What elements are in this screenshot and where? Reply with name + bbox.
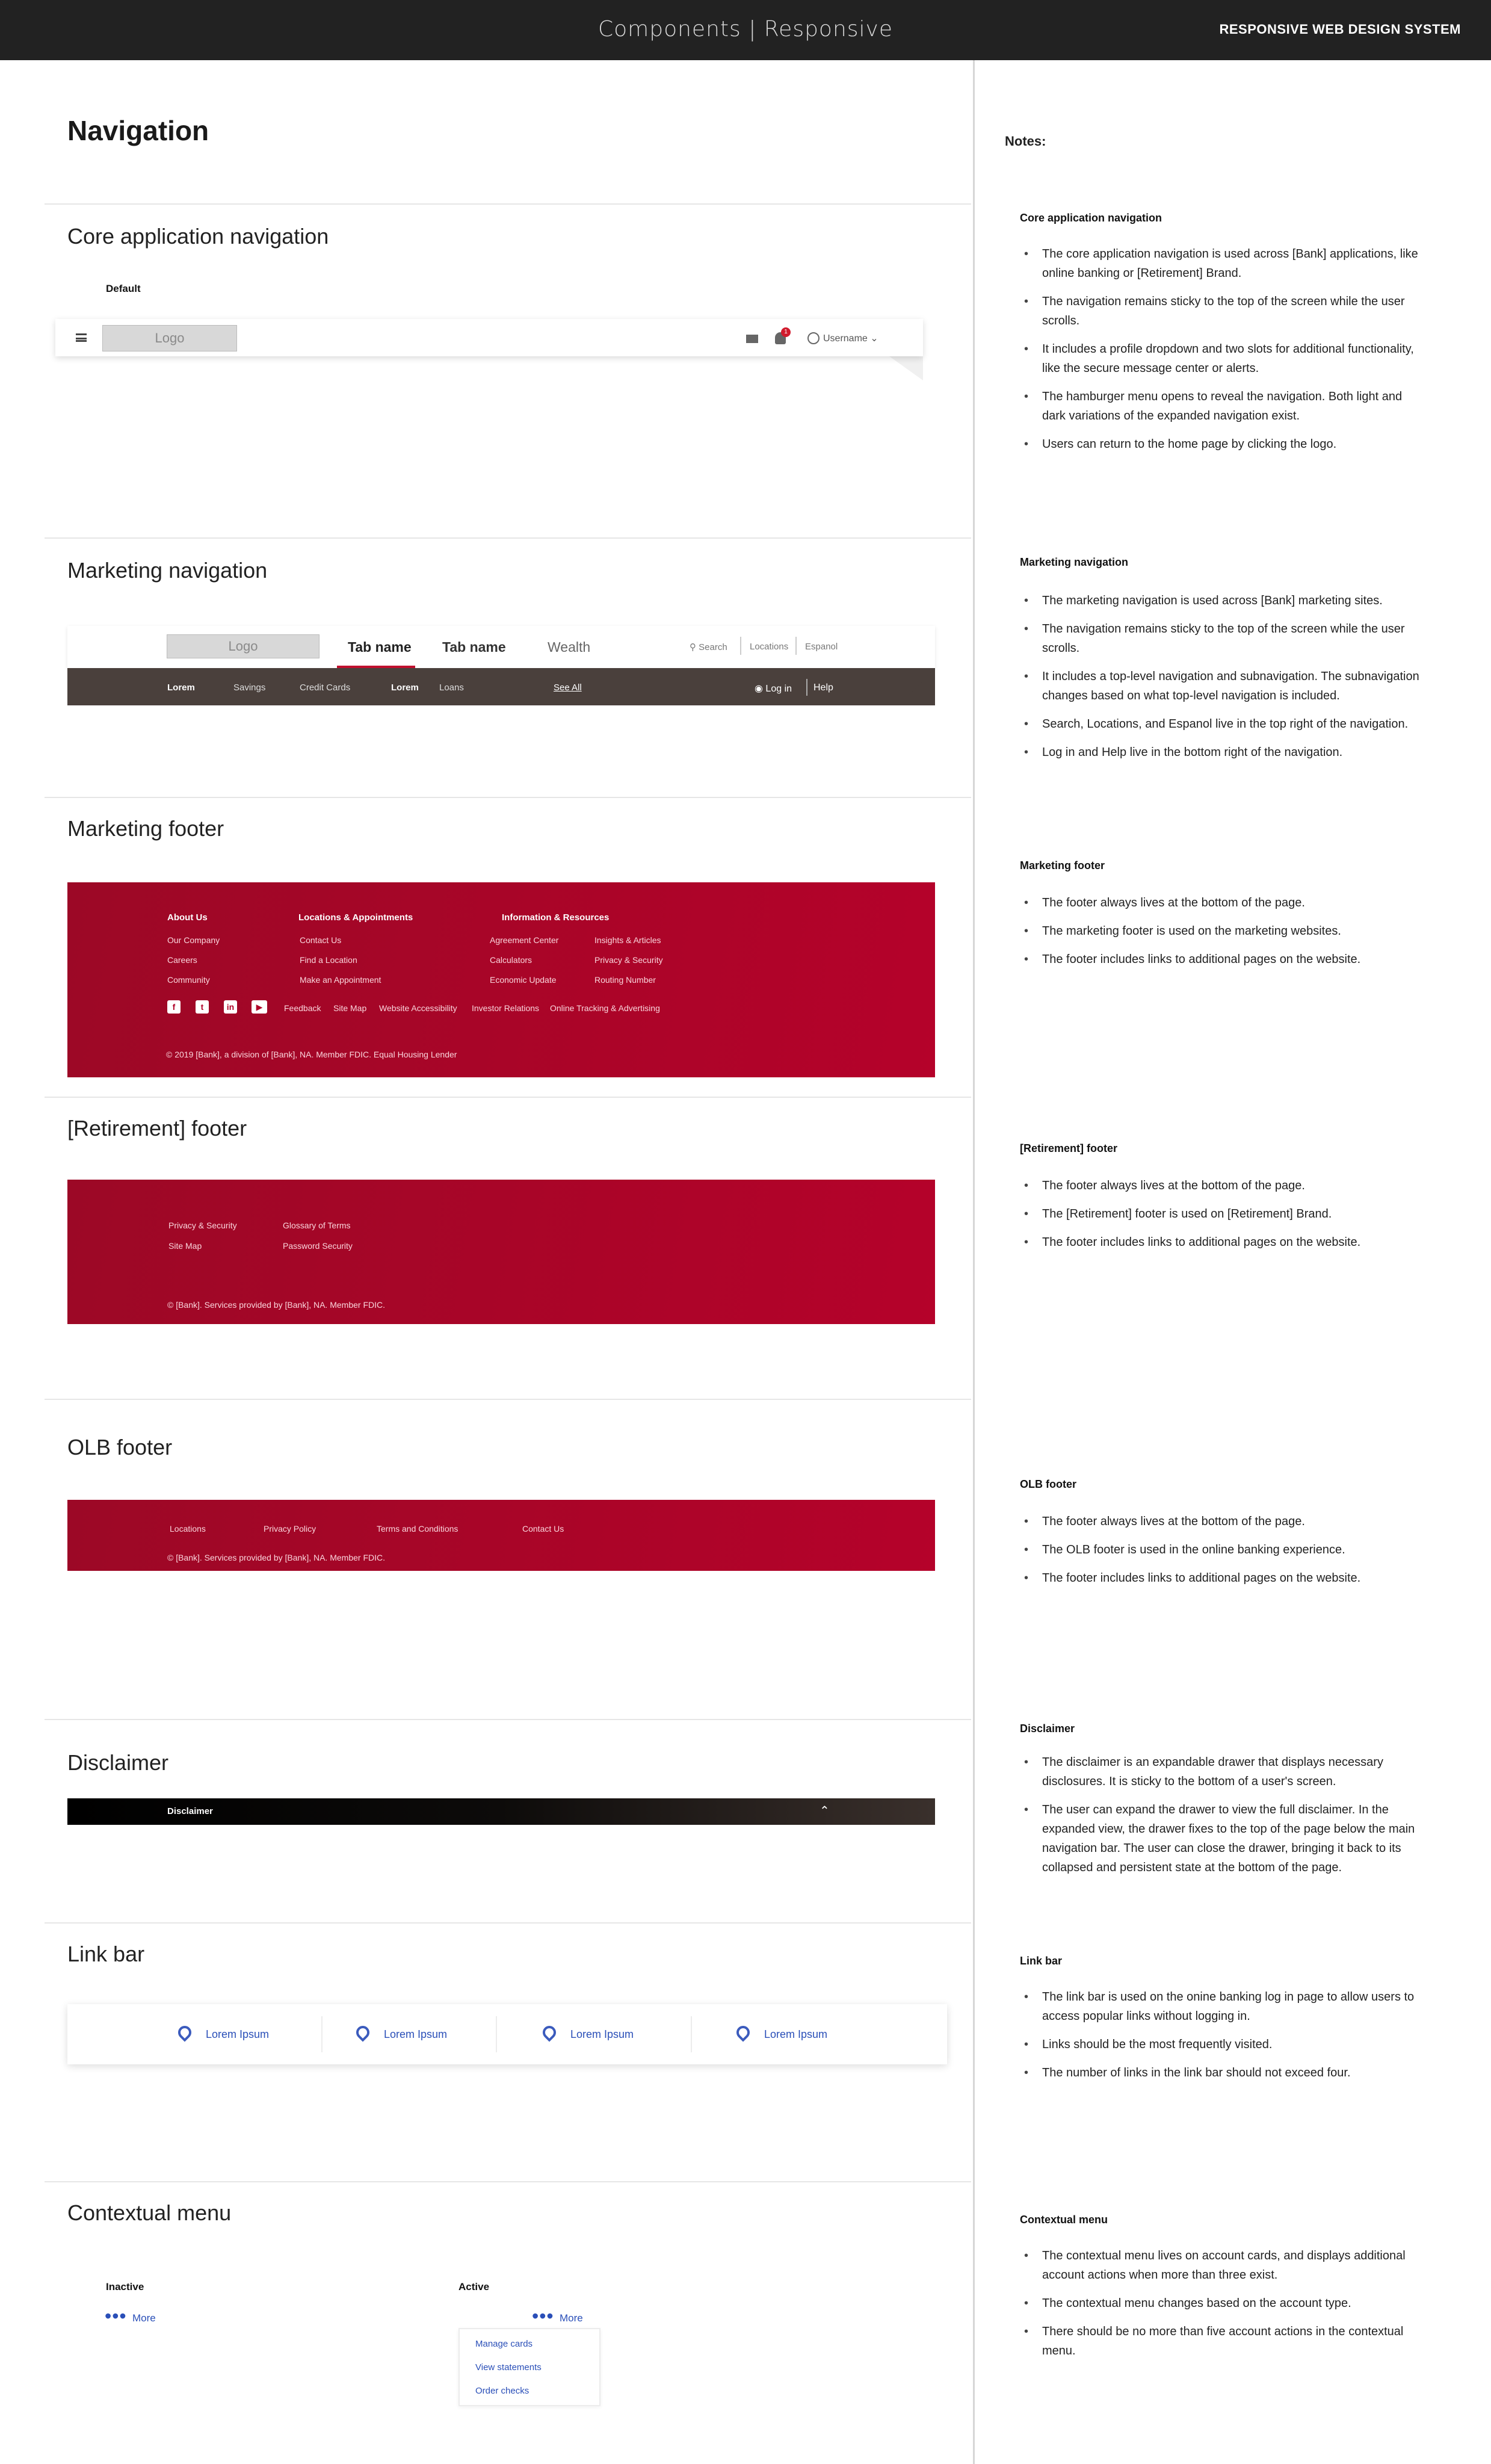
footer-link[interactable]: Glossary of Terms <box>283 1221 351 1230</box>
section-divider <box>45 2181 971 2182</box>
footer-link[interactable]: Economic Update <box>490 975 557 985</box>
footer-link[interactable]: Routing Number <box>594 975 656 985</box>
note-item: • It includes a top-level navigation and subnavigation. The subnavigation changes based on what top-level navigation is included. <box>1042 667 1421 705</box>
section-title-disclaimer: Disclaimer <box>67 1750 169 1775</box>
footer-link[interactable]: Site Map <box>168 1241 202 1251</box>
note-list-olb-footer <box>1042 1512 1421 1597</box>
search-icon: ⚲ <box>690 642 696 652</box>
menu-item[interactable]: Manage cards <box>475 2339 533 2349</box>
section-title-contextual-menu: Contextual menu <box>67 2200 232 2225</box>
subnav-see-all-link[interactable]: See All <box>554 683 582 693</box>
section-divider <box>45 537 971 539</box>
note-title: OLB footer <box>1020 1478 1076 1490</box>
variant-label-default: Default <box>106 283 141 294</box>
note-item: • It includes a profile dropdown and two slots for additional functionality, like the secure message center or alerts. <box>1042 339 1421 378</box>
note-item: • Links should be the most frequently visited. <box>1042 2035 1421 2054</box>
footer-link[interactable]: Privacy & Security <box>168 1221 237 1230</box>
note-item: • The number of links in the link bar should not exceed four. <box>1042 2063 1421 2082</box>
footer-col-heading: Locations & Appointments <box>298 912 413 923</box>
note-title: Link bar <box>1020 1955 1063 1967</box>
user-profile-icon[interactable] <box>807 332 820 344</box>
core-app-nav-bar <box>55 319 923 356</box>
footer-link[interactable]: Insights & Articles <box>594 935 661 945</box>
note-title: Core application navigation <box>1020 212 1162 224</box>
note-item: • The contextual menu changes based on the account type. <box>1042 2294 1421 2313</box>
subnav-item-lorem-1[interactable]: Lorem <box>167 683 195 693</box>
link-bar-divider <box>496 2016 497 2052</box>
header-title: Components | Responsive <box>598 17 893 42</box>
footer-link[interactable]: Privacy & Security <box>594 955 663 965</box>
footer-link[interactable]: Locations <box>170 1524 206 1534</box>
note-title: Contextual menu <box>1020 2214 1108 2226</box>
note-item: • There should be no more than five account actions in the contextual menu. <box>1042 2322 1421 2360</box>
mail-icon[interactable] <box>746 335 758 343</box>
login-link[interactable] <box>755 683 792 695</box>
footer-bottom-link[interactable]: Investor Relations <box>472 1003 540 1013</box>
marketing-nav-logo[interactable]: Logo <box>167 634 320 658</box>
locations-link[interactable]: Locations <box>750 642 789 652</box>
note-item: • The core application navigation is used across [Bank] applications, like online banking or [Retirement] Brand. <box>1042 244 1421 283</box>
menu-item[interactable]: View statements <box>475 2362 542 2373</box>
footer-bottom-link[interactable]: Online Tracking & Advertising <box>550 1003 660 1013</box>
footer-link[interactable]: Privacy Policy <box>264 1524 316 1534</box>
subnav-divider <box>806 679 807 696</box>
link-bar-divider <box>691 2016 692 2052</box>
section-divider <box>45 203 971 205</box>
subnav-item-loans[interactable]: Loans <box>439 683 464 693</box>
footer-col-heading: Information & Resources <box>502 912 610 923</box>
alert-badge: 1 <box>781 327 791 337</box>
note-item: • The marketing footer is used on the marketing websites. <box>1042 921 1421 941</box>
username-dropdown[interactable] <box>823 332 878 344</box>
chevron-up-icon[interactable]: ⌃ <box>820 1804 830 1818</box>
note-item: • The footer includes links to additional pages on the website. <box>1042 950 1421 969</box>
section-title-marketing-footer: Marketing footer <box>67 816 224 841</box>
footer-copyright: © [Bank]. Services provided by [Bank], NA. Member FDIC. <box>167 1553 385 1562</box>
state-label-active: Active <box>458 2281 490 2292</box>
footer-link[interactable]: Password Security <box>283 1241 353 1251</box>
marketing-subnav-bar <box>67 668 935 705</box>
footer-link[interactable]: Careers <box>167 955 197 965</box>
note-list-disclaimer <box>1042 1753 1421 1886</box>
notes-label: Notes: <box>1005 134 1046 149</box>
footer-link[interactable]: Calculators <box>490 955 532 965</box>
note-item: • The footer includes links to additional pages on the website. <box>1042 1568 1421 1588</box>
header-brand: RESPONSIVE WEB DESIGN SYSTEM <box>1219 22 1461 37</box>
utility-divider <box>795 637 797 655</box>
note-item: • The marketing navigation is used across [Bank] marketing sites. <box>1042 591 1421 610</box>
section-title-olb-footer: OLB footer <box>67 1435 173 1460</box>
footer-link[interactable]: Contact Us <box>300 935 342 945</box>
state-label-inactive: Inactive <box>106 2281 144 2292</box>
section-divider <box>45 1922 971 1924</box>
utility-divider <box>740 637 741 655</box>
note-title: Disclaimer <box>1020 1723 1075 1735</box>
column-divider <box>973 60 975 2464</box>
more-dots-icon[interactable]: ••• <box>532 2305 554 2327</box>
tab-primary-1[interactable]: Tab name <box>348 639 412 655</box>
more-button[interactable]: More <box>560 2312 583 2324</box>
disclaimer-label: Disclaimer <box>167 1806 213 1816</box>
footer-link[interactable]: Terms and Conditions <box>377 1524 458 1534</box>
more-dots-icon[interactable]: ••• <box>105 2305 127 2327</box>
search-link[interactable] <box>690 642 727 652</box>
subnav-item-lorem-2[interactable]: Lorem <box>391 683 419 693</box>
footer-link[interactable]: Agreement Center <box>490 935 559 945</box>
section-divider <box>45 1097 971 1098</box>
tab-wealth[interactable]: Wealth <box>548 639 591 655</box>
note-title: Marketing footer <box>1020 859 1105 871</box>
footer-copyright: © 2019 [Bank], a division of [Bank], NA. Member FDIC. Equal Housing Lender <box>166 1050 457 1059</box>
footer-link[interactable]: Make an Appointment <box>300 975 381 985</box>
link-bar-item[interactable]: Lorem Ipsum <box>384 2028 448 2040</box>
chevron-down-icon: ⌄ <box>870 333 878 344</box>
footer-link[interactable]: Community <box>167 975 210 985</box>
section-divider <box>45 1399 971 1400</box>
section-title-retirement-footer: [Retirement] footer <box>67 1116 247 1141</box>
subnav-item-credit-cards[interactable]: Credit Cards <box>300 683 351 693</box>
subnav-item-savings[interactable]: Savings <box>233 683 266 693</box>
section-divider <box>45 797 971 798</box>
login-label: Log in <box>765 684 792 694</box>
link-bar-item[interactable]: Lorem Ipsum <box>206 2028 270 2040</box>
note-list-core-nav <box>1042 244 1421 463</box>
subnav-tail <box>899 668 935 705</box>
note-item: • Log in and Help live in the bottom right of the navigation. <box>1042 743 1421 762</box>
search-label: Search <box>699 642 727 652</box>
note-item: • The navigation remains sticky to the top of the screen while the user scrolls. <box>1042 292 1421 330</box>
note-item: • The OLB footer is used in the online banking experience. <box>1042 1540 1421 1559</box>
note-item: • The user can expand the drawer to view the full disclaimer. In the expanded view, the drawer fixes to the top of the page below the main navigation bar. The user can close the drawer, bringing it back to its collapsed and persistent state at the bottom of the page. <box>1042 1800 1421 1877</box>
link-bar-divider <box>321 2016 323 2052</box>
link-bar-item[interactable]: Lorem Ipsum <box>764 2028 828 2040</box>
footer-link[interactable]: Find a Location <box>300 955 357 965</box>
note-item: • The [Retirement] footer is used on [Retirement] Brand. <box>1042 1204 1421 1224</box>
note-item: • The link bar is used on the onine banking log in page to allow users to access popular links without logging in. <box>1042 1987 1421 2026</box>
section-divider <box>45 1719 971 1720</box>
footer-bottom-link[interactable]: Website Accessibility <box>379 1003 457 1013</box>
facebook-icon[interactable]: f <box>167 1000 181 1014</box>
section-title-link-bar: Link bar <box>67 1942 145 1966</box>
note-item: • The disclaimer is an expandable drawer that displays necessary disclosures. It is sticky to the bottom of a user's screen. <box>1042 1753 1421 1791</box>
note-item: • The hamburger menu opens to reveal the navigation. Both light and dark variations of the expanded navigation exist. <box>1042 387 1421 426</box>
menu-item[interactable]: Order checks <box>475 2386 529 2396</box>
footer-link[interactable]: Our Company <box>167 935 220 945</box>
note-item: • The contextual menu lives on account cards, and displays additional account actions when more than three exist. <box>1042 2246 1421 2285</box>
note-item: • The footer always lives at the bottom of the page. <box>1042 893 1421 912</box>
page-title: Navigation <box>67 115 209 146</box>
note-item: • Search, Locations, and Espanol live in the top right of the navigation. <box>1042 714 1421 734</box>
section-title-core-nav: Core application navigation <box>67 224 329 249</box>
more-button[interactable]: More <box>132 2312 156 2324</box>
note-item: • The navigation remains sticky to the top of the screen while the user scrolls. <box>1042 619 1421 658</box>
footer-bottom-link[interactable]: Feedback <box>284 1003 321 1013</box>
note-list-retirement-footer <box>1042 1176 1421 1261</box>
linkedin-icon[interactable]: in <box>224 1000 237 1014</box>
note-title: Marketing navigation <box>1020 556 1129 568</box>
tab-primary-2[interactable]: Tab name <box>442 639 506 655</box>
note-item: • The footer always lives at the bottom of the page. <box>1042 1512 1421 1531</box>
footer-copyright: © [Bank]. Services provided by [Bank], NA. Member FDIC. <box>167 1300 385 1310</box>
note-list-contextual-menu <box>1042 2246 1421 2370</box>
note-item: • The footer includes links to additional pages on the website. <box>1042 1233 1421 1252</box>
footer-col-heading: About Us <box>167 912 208 923</box>
note-list-marketing-nav <box>1042 591 1421 771</box>
note-item: • The footer always lives at the bottom of the page. <box>1042 1176 1421 1195</box>
note-item: • Users can return to the home page by clicking the logo. <box>1042 435 1421 454</box>
core-nav-logo[interactable]: Logo <box>102 325 237 351</box>
username-label: Username <box>823 333 868 344</box>
hamburger-menu-icon[interactable] <box>76 333 87 342</box>
core-nav-shadow-tail <box>889 356 923 380</box>
espanol-link[interactable]: Espanol <box>805 642 838 652</box>
link-bar-item[interactable]: Lorem Ipsum <box>570 2028 634 2040</box>
footer-bottom-link[interactable]: Site Map <box>333 1003 367 1013</box>
user-icon: ◉ <box>755 684 763 694</box>
note-title: [Retirement] footer <box>1020 1142 1118 1154</box>
help-link[interactable]: Help <box>813 683 833 693</box>
youtube-icon[interactable]: ▶ <box>252 1000 267 1014</box>
section-title-marketing-nav: Marketing navigation <box>67 558 268 583</box>
note-list-link-bar <box>1042 1987 1421 2091</box>
twitter-icon[interactable]: t <box>196 1000 209 1014</box>
footer-link[interactable]: Contact Us <box>522 1524 564 1534</box>
top-bar <box>0 0 1491 60</box>
note-list-marketing-footer <box>1042 893 1421 978</box>
